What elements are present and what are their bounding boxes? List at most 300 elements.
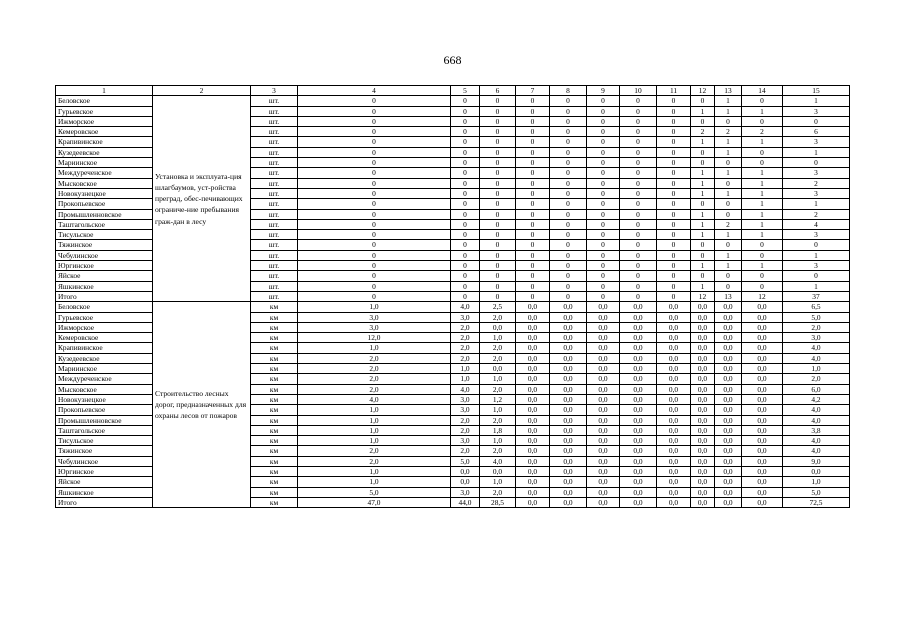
value-cell: 0,0 xyxy=(715,394,742,404)
value-cell: 1,0 xyxy=(298,425,451,435)
value-cell: 0 xyxy=(550,240,587,250)
value-cell: 2,0 xyxy=(298,456,451,466)
value-cell: 0 xyxy=(691,147,715,157)
value-cell: 0,0 xyxy=(742,446,783,456)
value-cell: 1,0 xyxy=(783,477,850,487)
value-cell: 0 xyxy=(298,261,451,271)
value-cell: 0 xyxy=(480,188,516,198)
column-header: 3 xyxy=(251,86,298,96)
unit-cell: км xyxy=(251,394,298,404)
value-cell: 4,0 xyxy=(298,394,451,404)
unit-cell: шт. xyxy=(251,137,298,147)
value-cell: 2,0 xyxy=(480,487,516,497)
value-cell: 0,0 xyxy=(657,374,691,384)
value-cell: 0,0 xyxy=(715,477,742,487)
value-cell: 0,0 xyxy=(691,384,715,394)
value-cell: 0,0 xyxy=(715,364,742,374)
value-cell: 1 xyxy=(715,168,742,178)
unit-cell: км xyxy=(251,456,298,466)
district-name: Яшкинское xyxy=(56,487,153,497)
value-cell: 0,0 xyxy=(587,497,620,507)
unit-cell: км xyxy=(251,446,298,456)
value-cell: 1 xyxy=(715,96,742,106)
value-cell: 0 xyxy=(516,199,550,209)
value-cell: 0,0 xyxy=(550,487,587,497)
value-cell: 0,0 xyxy=(587,466,620,476)
value-cell: 6,0 xyxy=(783,384,850,394)
value-cell: 0 xyxy=(657,240,691,250)
unit-cell: шт. xyxy=(251,116,298,126)
value-cell: 0,0 xyxy=(550,477,587,487)
value-cell: 0 xyxy=(451,219,480,229)
value-cell: 0,0 xyxy=(691,374,715,384)
district-name: Чебулинское xyxy=(56,250,153,260)
value-cell: 0,0 xyxy=(742,302,783,312)
value-cell: 0,0 xyxy=(691,425,715,435)
value-cell: 0,0 xyxy=(715,456,742,466)
value-cell: 0,0 xyxy=(715,353,742,363)
value-cell: 1,0 xyxy=(298,405,451,415)
value-cell: 0 xyxy=(620,199,657,209)
value-cell: 0,0 xyxy=(715,374,742,384)
value-cell: 0 xyxy=(587,116,620,126)
value-cell: 0 xyxy=(550,158,587,168)
table-body xyxy=(56,86,850,508)
value-cell: 0 xyxy=(715,240,742,250)
value-cell: 0 xyxy=(691,158,715,168)
value-cell: 0,0 xyxy=(516,466,550,476)
value-cell: 0 xyxy=(516,106,550,116)
district-name: Беловское xyxy=(56,96,153,106)
value-cell: 0 xyxy=(691,250,715,260)
unit-cell: км xyxy=(251,333,298,343)
value-cell: 3 xyxy=(783,230,850,240)
value-cell: 0 xyxy=(657,291,691,301)
value-cell: 0,0 xyxy=(620,456,657,466)
unit-cell: км xyxy=(251,322,298,332)
value-cell: 0,0 xyxy=(742,405,783,415)
value-cell: 0 xyxy=(516,261,550,271)
value-cell: 0 xyxy=(298,127,451,137)
value-cell: 0 xyxy=(516,250,550,260)
value-cell: 0 xyxy=(715,116,742,126)
value-cell: 0,0 xyxy=(587,384,620,394)
value-cell: 0 xyxy=(451,178,480,188)
value-cell: 0 xyxy=(451,116,480,126)
header-row xyxy=(56,86,850,96)
value-cell: 0 xyxy=(620,250,657,260)
district-name: Итого xyxy=(56,291,153,301)
value-cell: 0 xyxy=(298,219,451,229)
value-cell: 0 xyxy=(715,158,742,168)
value-cell: 0,0 xyxy=(691,446,715,456)
value-cell: 1 xyxy=(691,168,715,178)
value-cell: 0 xyxy=(657,96,691,106)
value-cell: 0,0 xyxy=(550,312,587,322)
value-cell: 0,0 xyxy=(620,415,657,425)
district-name: Гурьевское xyxy=(56,312,153,322)
value-cell: 1,0 xyxy=(480,405,516,415)
value-cell: 0,0 xyxy=(516,456,550,466)
value-cell: 1 xyxy=(715,106,742,116)
district-name: Мариинское xyxy=(56,364,153,374)
value-cell: 0,0 xyxy=(516,322,550,332)
unit-cell: шт. xyxy=(251,158,298,168)
value-cell: 0 xyxy=(451,261,480,271)
value-cell: 0,0 xyxy=(587,415,620,425)
value-cell: 0,0 xyxy=(691,312,715,322)
value-cell: 5,0 xyxy=(451,456,480,466)
value-cell: 0 xyxy=(587,199,620,209)
value-cell: 0,0 xyxy=(516,487,550,497)
value-cell: 0 xyxy=(783,116,850,126)
value-cell: 0,0 xyxy=(516,436,550,446)
value-cell: 0 xyxy=(516,158,550,168)
value-cell: 47,0 xyxy=(298,497,451,507)
value-cell: 0 xyxy=(691,240,715,250)
value-cell: 0 xyxy=(715,281,742,291)
value-cell: 0 xyxy=(657,188,691,198)
value-cell: 0 xyxy=(516,230,550,240)
value-cell: 2,0 xyxy=(298,384,451,394)
value-cell: 1 xyxy=(691,219,715,229)
value-cell: 0 xyxy=(620,158,657,168)
value-cell: 0 xyxy=(298,158,451,168)
unit-cell: км xyxy=(251,425,298,435)
value-cell: 0 xyxy=(298,240,451,250)
value-cell: 0 xyxy=(587,137,620,147)
value-cell: 0 xyxy=(742,281,783,291)
value-cell: 4,0 xyxy=(480,456,516,466)
value-cell: 5,0 xyxy=(783,487,850,497)
value-cell: 4,0 xyxy=(783,446,850,456)
value-cell: 3,0 xyxy=(451,405,480,415)
value-cell: 0,0 xyxy=(550,394,587,404)
column-header: 13 xyxy=(715,86,742,96)
value-cell: 0 xyxy=(620,188,657,198)
value-cell: 0 xyxy=(587,188,620,198)
value-cell: 0 xyxy=(516,147,550,157)
unit-cell: шт. xyxy=(251,199,298,209)
value-cell: 0 xyxy=(620,96,657,106)
value-cell: 37 xyxy=(783,291,850,301)
value-cell: 0 xyxy=(657,137,691,147)
value-cell: 0,0 xyxy=(657,497,691,507)
value-cell: 4,0 xyxy=(783,405,850,415)
value-cell: 0 xyxy=(480,199,516,209)
value-cell: 2,0 xyxy=(480,415,516,425)
value-cell: 0 xyxy=(587,230,620,240)
value-cell: 4,0 xyxy=(783,415,850,425)
value-cell: 0 xyxy=(620,209,657,219)
value-cell: 3,0 xyxy=(783,333,850,343)
value-cell: 0 xyxy=(715,209,742,219)
value-cell: 0 xyxy=(550,199,587,209)
value-cell: 0,0 xyxy=(742,322,783,332)
value-cell: 0,0 xyxy=(587,394,620,404)
unit-cell: км xyxy=(251,384,298,394)
value-cell: 0 xyxy=(715,199,742,209)
value-cell: 1 xyxy=(742,188,783,198)
value-cell: 0 xyxy=(550,127,587,137)
value-cell: 0,0 xyxy=(620,446,657,456)
district-name: Кузедеевское xyxy=(56,147,153,157)
value-cell: 0,0 xyxy=(587,353,620,363)
value-cell: 0 xyxy=(657,158,691,168)
value-cell: 2,0 xyxy=(298,353,451,363)
district-name: Мысковское xyxy=(56,384,153,394)
value-cell: 0,0 xyxy=(691,343,715,353)
value-cell: 0,0 xyxy=(657,394,691,404)
district-name: Гурьевское xyxy=(56,106,153,116)
district-name: Чебулинское xyxy=(56,456,153,466)
value-cell: 3,0 xyxy=(451,312,480,322)
value-cell: 0,0 xyxy=(715,333,742,343)
value-cell: 0 xyxy=(480,271,516,281)
value-cell: 0,0 xyxy=(657,302,691,312)
district-name: Промышленновское xyxy=(56,209,153,219)
value-cell: 0,0 xyxy=(516,405,550,415)
value-cell: 0 xyxy=(691,96,715,106)
value-cell: 0 xyxy=(587,209,620,219)
unit-cell: шт. xyxy=(251,96,298,106)
district-name: Прокопьевское xyxy=(56,199,153,209)
value-cell: 0 xyxy=(550,291,587,301)
value-cell: 0,0 xyxy=(550,302,587,312)
value-cell: 0 xyxy=(516,240,550,250)
value-cell: 0 xyxy=(480,230,516,240)
value-cell: 1,0 xyxy=(480,436,516,446)
district-name: Ижморское xyxy=(56,116,153,126)
value-cell: 0,0 xyxy=(516,394,550,404)
value-cell: 1 xyxy=(783,199,850,209)
value-cell: 0,0 xyxy=(742,333,783,343)
value-cell: 0,0 xyxy=(516,415,550,425)
value-cell: 0 xyxy=(587,291,620,301)
value-cell: 0 xyxy=(516,168,550,178)
value-cell: 0 xyxy=(298,168,451,178)
value-cell: 2 xyxy=(783,209,850,219)
value-cell: 4,0 xyxy=(451,302,480,312)
unit-cell: шт. xyxy=(251,188,298,198)
unit-cell: км xyxy=(251,405,298,415)
value-cell: 0,0 xyxy=(715,312,742,322)
value-cell: 0,0 xyxy=(550,333,587,343)
value-cell: 2,0 xyxy=(480,312,516,322)
value-cell: 0 xyxy=(451,209,480,219)
unit-cell: км xyxy=(251,374,298,384)
value-cell: 0 xyxy=(451,188,480,198)
district-name: Юргинское xyxy=(56,261,153,271)
value-cell: 0 xyxy=(298,291,451,301)
value-cell: 0 xyxy=(657,219,691,229)
table-row xyxy=(56,302,850,312)
value-cell: 1 xyxy=(691,178,715,188)
value-cell: 0,0 xyxy=(691,456,715,466)
value-cell: 0,0 xyxy=(587,333,620,343)
value-cell: 0,0 xyxy=(620,312,657,322)
value-cell: 1 xyxy=(742,178,783,188)
value-cell: 0 xyxy=(620,137,657,147)
unit-cell: шт. xyxy=(251,281,298,291)
value-cell: 1 xyxy=(715,147,742,157)
value-cell: 0,0 xyxy=(742,364,783,374)
value-cell: 0,0 xyxy=(691,466,715,476)
value-cell: 0 xyxy=(715,271,742,281)
value-cell: 0,0 xyxy=(620,353,657,363)
value-cell: 0,0 xyxy=(742,415,783,425)
value-cell: 0,0 xyxy=(516,384,550,394)
district-name: Мариинское xyxy=(56,158,153,168)
value-cell: 1 xyxy=(715,230,742,240)
value-cell: 0,0 xyxy=(480,466,516,476)
value-cell: 0,0 xyxy=(587,446,620,456)
value-cell: 4 xyxy=(783,219,850,229)
value-cell: 0 xyxy=(783,240,850,250)
unit-cell: км xyxy=(251,302,298,312)
value-cell: 0 xyxy=(451,271,480,281)
value-cell: 0,0 xyxy=(516,343,550,353)
value-cell: 1 xyxy=(783,147,850,157)
value-cell: 1 xyxy=(715,137,742,147)
value-cell: 0,0 xyxy=(587,374,620,384)
value-cell: 0 xyxy=(516,209,550,219)
column-header: 12 xyxy=(691,86,715,96)
value-cell: 0 xyxy=(742,116,783,126)
unit-cell: км xyxy=(251,364,298,374)
value-cell: 1,0 xyxy=(298,302,451,312)
value-cell: 0 xyxy=(451,240,480,250)
column-header: 14 xyxy=(742,86,783,96)
value-cell: 0,0 xyxy=(550,322,587,332)
value-cell: 0,0 xyxy=(742,466,783,476)
value-cell: 0,0 xyxy=(550,497,587,507)
value-cell: 0 xyxy=(620,230,657,240)
value-cell: 0 xyxy=(620,281,657,291)
value-cell: 0 xyxy=(742,147,783,157)
district-name: Кемеровское xyxy=(56,127,153,137)
value-cell: 0,0 xyxy=(657,415,691,425)
value-cell: 0 xyxy=(620,219,657,229)
value-cell: 0 xyxy=(742,250,783,260)
district-name: Яшкинское xyxy=(56,281,153,291)
value-cell: 0,0 xyxy=(587,425,620,435)
value-cell: 1 xyxy=(715,250,742,260)
value-cell: 1,0 xyxy=(298,343,451,353)
district-name: Таштагольское xyxy=(56,219,153,229)
column-header: 6 xyxy=(480,86,516,96)
value-cell: 0 xyxy=(298,106,451,116)
value-cell: 0 xyxy=(298,137,451,147)
value-cell: 0 xyxy=(620,116,657,126)
district-name: Прокопьевское xyxy=(56,405,153,415)
value-cell: 0,0 xyxy=(742,456,783,466)
value-cell: 1 xyxy=(691,230,715,240)
value-cell: 0 xyxy=(783,271,850,281)
value-cell: 0,0 xyxy=(715,384,742,394)
value-cell: 0,0 xyxy=(516,302,550,312)
value-cell: 3,8 xyxy=(783,425,850,435)
value-cell: 0,0 xyxy=(550,436,587,446)
value-cell: 2 xyxy=(691,127,715,137)
value-cell: 0,0 xyxy=(715,436,742,446)
value-cell: 0 xyxy=(480,291,516,301)
value-cell: 1,0 xyxy=(480,477,516,487)
value-cell: 0 xyxy=(451,158,480,168)
value-cell: 0,0 xyxy=(691,415,715,425)
value-cell: 0,0 xyxy=(657,405,691,415)
value-cell: 0,0 xyxy=(691,364,715,374)
unit-cell: шт. xyxy=(251,230,298,240)
column-header: 8 xyxy=(550,86,587,96)
value-cell: 13 xyxy=(715,291,742,301)
value-cell: 0,0 xyxy=(620,394,657,404)
value-cell: 0,0 xyxy=(550,405,587,415)
value-cell: 4,0 xyxy=(451,384,480,394)
unit-cell: шт. xyxy=(251,106,298,116)
unit-cell: шт. xyxy=(251,240,298,250)
district-name: Тяжинское xyxy=(56,446,153,456)
district-name: Мысковское xyxy=(56,178,153,188)
unit-cell: км xyxy=(251,436,298,446)
value-cell: 0,0 xyxy=(550,374,587,384)
value-cell: 1 xyxy=(742,106,783,116)
value-cell: 0,0 xyxy=(715,497,742,507)
value-cell: 3,0 xyxy=(451,436,480,446)
value-cell: 0 xyxy=(480,168,516,178)
value-cell: 0 xyxy=(298,271,451,281)
value-cell: 0 xyxy=(516,96,550,106)
district-name: Тяжинское xyxy=(56,240,153,250)
value-cell: 4,0 xyxy=(783,343,850,353)
value-cell: 0 xyxy=(480,116,516,126)
value-cell: 0 xyxy=(587,127,620,137)
value-cell: 0 xyxy=(550,219,587,229)
value-cell: 0,0 xyxy=(691,333,715,343)
value-cell: 0 xyxy=(480,209,516,219)
value-cell: 0 xyxy=(620,261,657,271)
value-cell: 1 xyxy=(691,209,715,219)
value-cell: 0 xyxy=(516,291,550,301)
value-cell: 0 xyxy=(516,137,550,147)
value-cell: 0,0 xyxy=(550,425,587,435)
value-cell: 0,0 xyxy=(587,322,620,332)
value-cell: 0 xyxy=(742,158,783,168)
value-cell: 0 xyxy=(657,281,691,291)
value-cell: 0 xyxy=(691,199,715,209)
value-cell: 0 xyxy=(298,199,451,209)
value-cell: 0 xyxy=(550,147,587,157)
district-name: Новокузнецкое xyxy=(56,188,153,198)
value-cell: 0 xyxy=(657,199,691,209)
value-cell: 0,0 xyxy=(742,436,783,446)
value-cell: 0 xyxy=(587,261,620,271)
value-cell: 0,0 xyxy=(516,446,550,456)
value-cell: 0 xyxy=(480,96,516,106)
unit-cell: шт. xyxy=(251,291,298,301)
value-cell: 0,0 xyxy=(451,466,480,476)
value-cell: 1,0 xyxy=(298,477,451,487)
value-cell: 0,0 xyxy=(742,312,783,322)
value-cell: 0,0 xyxy=(715,343,742,353)
value-cell: 3 xyxy=(783,188,850,198)
value-cell: 0,0 xyxy=(742,425,783,435)
value-cell: 1 xyxy=(691,106,715,116)
value-cell: 0 xyxy=(451,199,480,209)
value-cell: 2,0 xyxy=(298,374,451,384)
value-cell: 1 xyxy=(783,96,850,106)
value-cell: 0,0 xyxy=(516,312,550,322)
